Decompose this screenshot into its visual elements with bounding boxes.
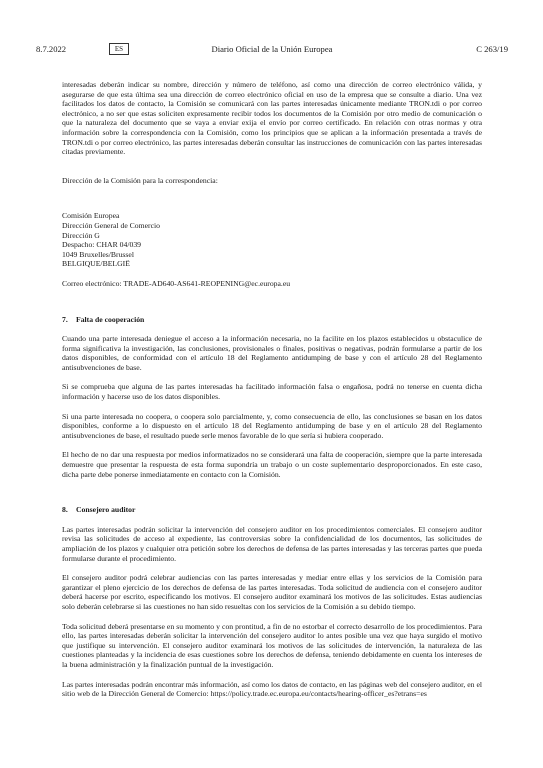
section-number: 8. bbox=[62, 505, 68, 515]
paragraph: Toda solicitud deberá presentarse en su momento y con prontitud, a fin de no estorbar el correcto desarrollo de los procedimientos. Para ello, las partes interesadas deberán solicitar la intervención del consejero auditor lo antes posible una vez que haya surgido el motivo que justifique su intervención. El consejero auditor examinará los motivos de las solicitudes de intervención, la naturaleza de las cuestiones planteadas y la incidencia de esas cuestiones sobre los derechos de defensa, teniendo debidamente en cuenta los intereses de la buena administración y la finalización puntual de la investigación. bbox=[62, 621, 482, 669]
section-title: Falta de cooperación bbox=[76, 314, 145, 324]
language-badge: ES bbox=[109, 43, 129, 55]
address-line: BELGIQUE/BELGIË bbox=[62, 259, 130, 269]
paragraph: El consejero auditor podrá celebrar audiencias con las partes interesadas y mediar entre ellas y los servicios de la Comisión para garantizar el pleno ejercicio de los derechos de defensa de las partes interesadas. Toda solicitud de audiencia con el consejero auditor deberá hacerse por escrito, especificando los motivos. El consejero auditor examinará los motivos de las solicitudes. Estas audiencias solo deberán celebrarse si las cuestiones no han sido resueltas con los servicios de la Comisión a su debido tiempo. bbox=[62, 573, 482, 611]
paragraph: El hecho de no dar una respuesta por medios informatizados no se considerará una falta de cooperación, siempre que la parte interesada demuestre que presentar la respuesta de esta forma supondría un trabajo o un coste suplementario desproporcionados. En este caso, dicha parte debe ponerse inmediatamente en contacto con la Comisión. bbox=[62, 450, 482, 479]
paragraph: Las partes interesadas podrán solicitar la intervención del consejero auditor en los procedimientos comerciales. El consejero auditor revisa las solicitudes de acceso al expediente, las controversias sobre la confidencialidad de los documentos, las solicitudes de ampliación de los plazos y cualquier otra petición sobre los derechos de defensa de las partes interesadas y las terceras partes que pueda formularse durante el procedimiento. bbox=[62, 524, 482, 563]
paragraph: Cuando una parte interesada deniegue el acceso a la información necesaria, no la facilite en los plazos establecidos u obstaculice de forma significativa la investigación, las conclusiones, provisionales o finales, positivas o negativas, podrán formularse a partir de los datos disponibles, de conformidad con el artículo 18 del Reglamento antidumping de base y con el artículo 28 del Reglamento antisubvenciones de base. bbox=[62, 334, 482, 372]
paragraph-address-intro: Dirección de la Comisión para la correspondencia: bbox=[62, 175, 218, 185]
section-number: 7. bbox=[62, 314, 68, 324]
page-header bbox=[36, 44, 508, 58]
publication-date: 8.7.2022 bbox=[36, 44, 67, 54]
paragraph-hearing-officer-link: Las partes interesadas podrán encontrar más información, así como los datos de contacto, en las páginas web del consejero auditor, en el sitio web de la Dirección General de Comercio: https://policy.trade.ec.europa.eu/contacts/hearing-officer_es?etrans=es bbox=[62, 679, 482, 699]
document-body bbox=[62, 80, 482, 699]
section-heading-8 bbox=[62, 505, 482, 515]
address-line: Despacho: CHAR 04/039 bbox=[62, 240, 142, 250]
address-line: Dirección G bbox=[62, 230, 100, 240]
section-title: Consejero auditor bbox=[76, 505, 136, 515]
paragraph: Si una parte interesada no coopera, o coopera solo parcialmente, y, como consecuencia de ello, las conclusiones se basan en los datos disponibles, conforme a lo dispuesto en el artículo 18 del Reglamento antidumping de base y en el artículo 28 del Reglamento antisubvenciones de base, el resultado puede serle menos favorable de lo que sería si hubiera cooperado. bbox=[62, 411, 482, 440]
paragraph: Si se comprueba que alguna de las partes interesadas ha facilitado información falsa o engañosa, podrá no tenerse en cuenta dicha información y hacerse uso de los datos disponibles. bbox=[62, 382, 482, 402]
address-line: 1049 Bruxelles/Brussel bbox=[62, 249, 134, 259]
address-line: Comisión Europea bbox=[62, 211, 120, 221]
journal-title: Diario Oficial de la Unión Europea bbox=[211, 44, 333, 54]
paragraph-intro: interesadas deberán indicar su nombre, dirección y número de teléfono, así como una dirección de correo electrónico válida, y asegurarse de que esta última sea una dirección de correo electrónico oficial en uso de la empresa que se consulte a diario. Una vez facilitados los datos de contacto, la Comisión se comunicará con las partes interesadas únicamente mediante TRON.tdi o por correo electrónico, a no ser que estas soliciten expresamente recibir todos los documentos de la Comisión por otro medio de comunicación o que la naturaleza del documento que se vaya a enviar exija el envío por correo certificado. En relación con otras normas y otra información sobre la correspondencia con la Comisión, como los principios que se aplican a la información presentada a través de TRON.tdi o por correo electrónico, las partes interesadas deberán consultar las instrucciones de comunicación con las partes interesadas citadas previamente. bbox=[62, 80, 482, 157]
postal-address bbox=[62, 211, 482, 269]
page-reference: C 263/19 bbox=[476, 44, 508, 54]
contact-email: Correo electrónico: TRADE-AD640-AS641-REOPENING@ec.europa.eu bbox=[62, 278, 291, 288]
section-heading-7 bbox=[62, 315, 482, 325]
address-line: Dirección General de Comercio bbox=[62, 220, 160, 230]
